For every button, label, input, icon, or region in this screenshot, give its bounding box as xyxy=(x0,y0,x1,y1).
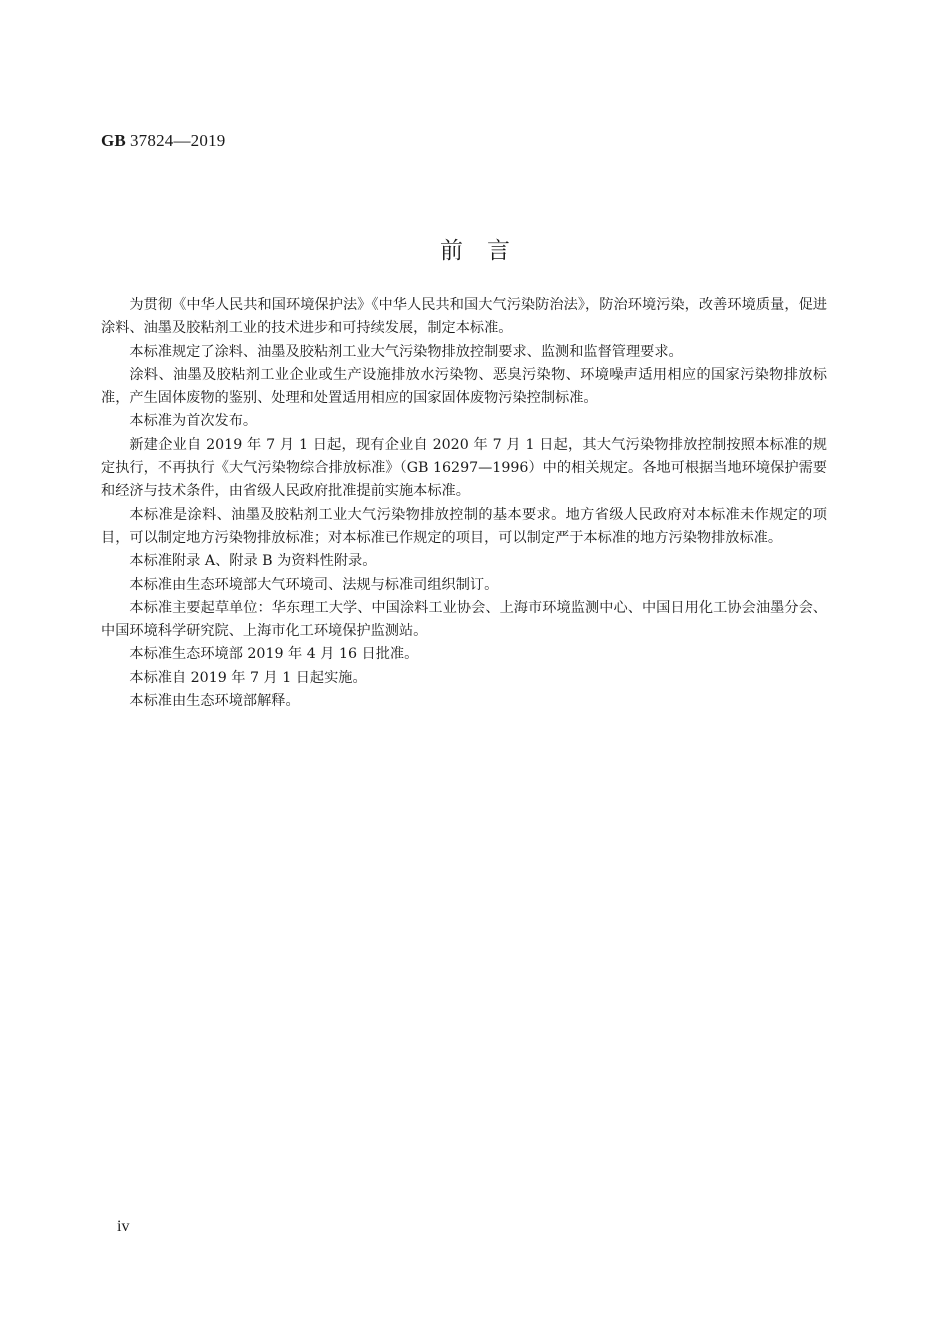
paragraph-first-release: 本标准为首次发布。 xyxy=(129,413,258,430)
paragraph-scope: 本标准规定了涂料、油墨及胶粘剂工业大气污染物排放控制要求、监测和监督管理要求。 xyxy=(129,343,683,360)
paragraph-drafting-units: 本标准主要起草单位：华东理工大学、中国涂料工业协会、上海市环境监测中心、中国日用化工协会油墨分会、中国环境科学研究院、上海市化工环境保护监测站。 xyxy=(101,599,827,640)
page-number: iv xyxy=(117,1218,130,1235)
paragraph-approval: 本标准生态环境部 2019 年 4 月 16 日批准。 xyxy=(129,646,419,663)
paragraph-basic-requirements: 本标准是涂料、油墨及胶粘剂工业大气污染物排放控制的基本要求。地方省级人民政府对本标准未作规定的项目，可以制定地方污染物排放标准；对本标准已作规定的项目，可以制定严于本标准的地方污染物排放标准。 xyxy=(101,506,827,546)
paragraph-interpretation: 本标准由生态环境部解释。 xyxy=(129,693,300,710)
paragraph-purpose: 为贯彻《中华人民共和国环境保护法》《中华人民共和国大气污染防治法》，防治环境污染，改善环境质量，促进涂料、油墨及胶粘剂工业的技术进步和可持续发展，制定本标准。 xyxy=(101,297,827,337)
paragraph-effective-enterprises: 新建企业自 2019 年 7 月 1 日起，现有企业自 2020 年 7 月 1 日起，其大气污染物排放控制按照本标准的规定执行，不再执行《大气污染物综合排放标准》（GB 16297—1996）中的相关规定。各地可根据当地环境保护需要和经济与技术条件，由省级人民政府批准提前实施本标准。 xyxy=(101,436,827,500)
paragraph-other-pollutants: 涂料、油墨及胶粘剂工业企业或生产设施排放水污染物、恶臭污染物、环境噪声适用相应的国家污染物排放标准，产生固体废物的鉴别、处理和处置适用相应的国家固体废物污染控制标准。 xyxy=(101,366,827,407)
page-title: 前言 xyxy=(440,238,534,265)
paragraph-implementation: 本标准自 2019 年 7 月 1 日起实施。 xyxy=(129,669,367,686)
paragraph-organized-by: 本标准由生态环境部大气环境司、法规与标准司组织制订。 xyxy=(129,576,499,593)
paragraph-appendices: 本标准附录 A、附录 B 为资料性附录。 xyxy=(129,553,377,570)
foreword-body xyxy=(101,294,827,713)
standard-prefix: GB xyxy=(101,131,126,150)
standard-code xyxy=(101,130,225,152)
standard-number: 37824—2019 xyxy=(129,131,226,150)
